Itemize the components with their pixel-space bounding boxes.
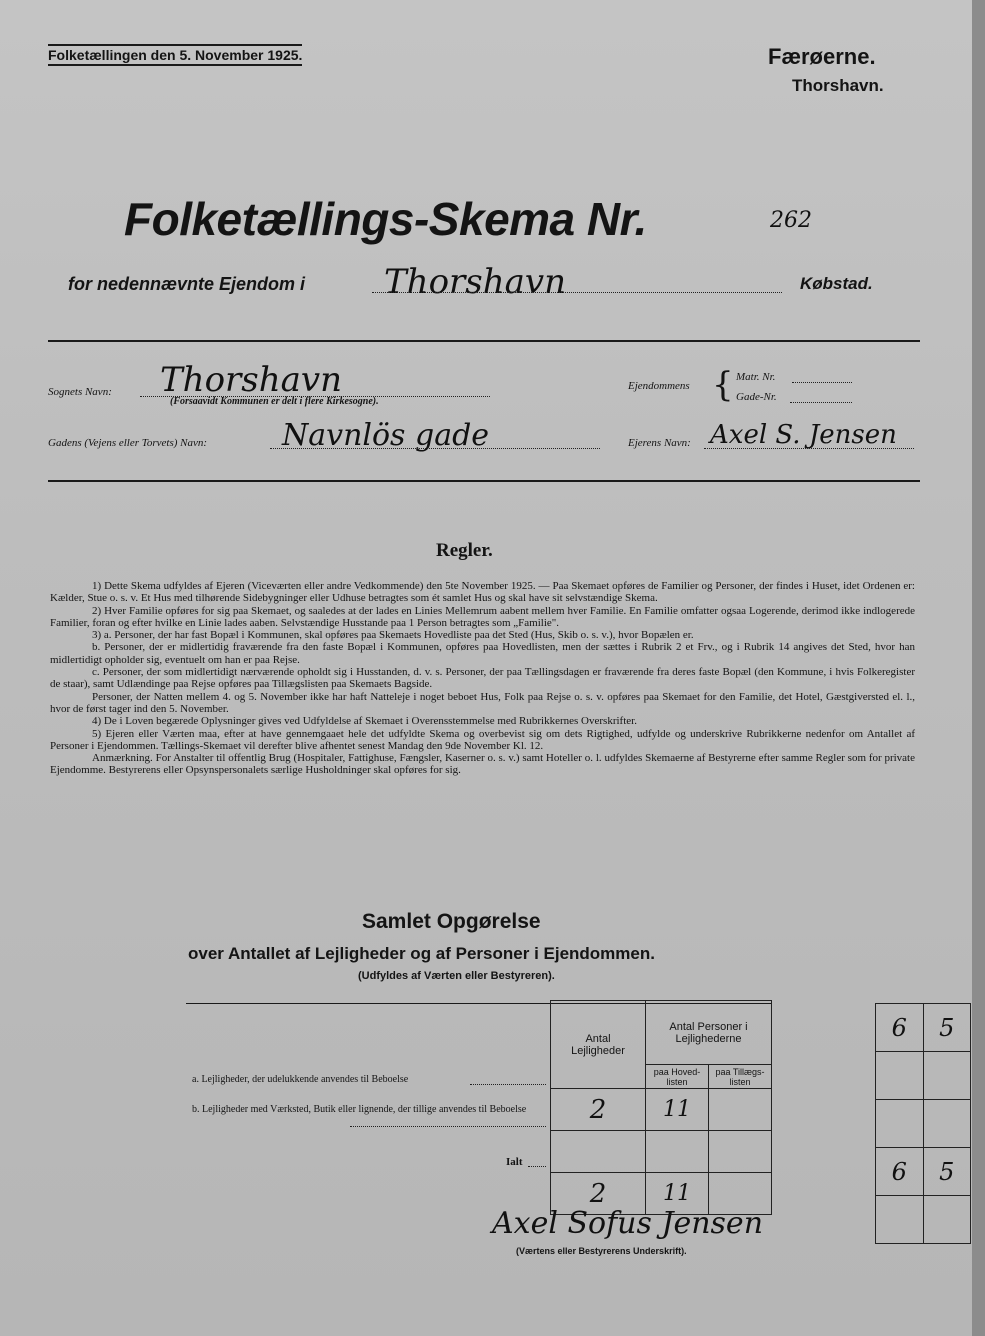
middle-rule	[48, 480, 920, 482]
side-tally-grid	[875, 1003, 971, 1244]
gade-nr-label: Gade-Nr.	[736, 391, 777, 403]
col-hoved-header: paa Hoved-listen	[653, 1066, 701, 1087]
town-label: Thorshavn.	[792, 76, 884, 95]
side-a-1: 6	[891, 1013, 907, 1042]
ejer-value: Axel S. Jensen	[710, 420, 897, 450]
regel-3b: b. Personer, der er midlertidig fraværende fra den faste Bopæl i Kommunen, opføres paa Hovedlisten, men der sættes i Rubrik 2 et Frv., og i Rubrik 14 angives det Sted, hvor han midlertidigt opholder sig, eventuelt om han er paa Rejse.	[50, 641, 915, 666]
gade-nr-dotline	[790, 402, 852, 403]
regler-text	[50, 580, 915, 777]
side-t-1: 6	[891, 1157, 907, 1186]
summary-subheading: over Antallet af Lejligheder og af Personer i Ejendommen.	[188, 944, 655, 963]
summary-heading: Samlet Opgørelse	[362, 910, 541, 933]
matr-dotline	[792, 382, 852, 383]
row-b-dotline	[350, 1126, 546, 1127]
row-total-label: Ialt	[506, 1156, 523, 1168]
regel-2: 2) Hver Familie opføres for sig paa Skemaet, og saaledes at der lades en Linies Mellemrum aabent mellem hver Familie. En Familie omfatter ogsaa Logerende, derimod ikke indlogerede Familier, foran og efter hvilke en Linie lades aaben. Selvstændige Husstande paa 1 Person betragtes som „Familie".	[50, 604, 915, 629]
col-tillaeg-header: paa Tillægs-listen	[715, 1066, 765, 1087]
ejer-dotline	[704, 448, 914, 449]
row-b-label: b. Lejligheder med Værksted, Butik eller lignende, der tillige anvendes til Beboelse	[192, 1104, 527, 1115]
gade-value: Navnlös gade	[282, 418, 490, 453]
ejer-label: Ejerens Navn:	[628, 437, 691, 449]
signature-caption: (Værtens eller Bestyrerens Underskrift).	[516, 1246, 687, 1256]
regel-4: 4) De i Loven begærede Oplysninger gives ved Udfyldelse af Skemaet i Overensstemmelse med Rubrikkernes Overskrifter.	[92, 715, 637, 728]
regel-persons: Personer, der Natten mellem 4. og 5. November ikke har haft Natteleje i noget beboet Hus, Folk paa Rejse o. s. v. opføres paa Skemaet for den Familie, det Hotel, Gæstgiversted el. l., hvor de først tager ind den 5. November.	[50, 690, 915, 715]
matr-label: Matr. Nr.	[736, 371, 776, 383]
total-hovedliste: 11	[663, 1181, 691, 1206]
regler-heading: Regler.	[436, 540, 493, 561]
regel-3c: c. Personer, der som midlertidigt nærværende opholdt sig i Husstanden, d. v. s. Personer, der paa Tællingsdagen er fraværende fra deres faste Bopæl (den Kommune, i hvis Folkeregister de staar), samt Udlændinge paa Rejse opføres paa Tillægslisten paa Skemaets Bagside.	[50, 666, 915, 691]
ejendom-brace: {	[712, 365, 734, 405]
row-a-dotline	[470, 1084, 546, 1085]
row-total-dotline	[528, 1166, 546, 1167]
col-personer-header: Antal Personer i Lejlighederne	[669, 1020, 748, 1045]
side-t-2: 5	[939, 1157, 955, 1186]
for-property-label: for nedennævnte Ejendom i	[68, 274, 306, 294]
town-dotline	[372, 292, 782, 293]
row-a-label: a. Lejligheder, der udelukkende anvendes til Beboelse	[192, 1074, 409, 1085]
ejendom-label: Ejendommens	[628, 380, 690, 392]
anmaerkning: Anmærkning. For Anstalter til offentlig Brug (Hospitaler, Fattighuse, Fængsler, Kaserner o. s. v.) samt Hoteller o. l. udfyldes Skemaerne af Bestyrerne efter samme Regler som for private Ejendomme. Bestyrerens eller Opsynspersonalets særlige Husholdninger skal opføres for sig.	[50, 752, 915, 777]
row-a-lejligheder: 2	[589, 1094, 607, 1125]
kobstad-label: Købstad.	[800, 274, 873, 293]
top-rule	[48, 340, 920, 342]
regel-5: 5) Ejeren eller Værten maa, efter at have gennemgaaet hele det udfyldte Skema og overbevist sig om dets Rigtighed, udfylde og underskrive Rubrikkerne nedenfor om Antallet af Personer i Ejendommen. Tællings-Skemaet vil derefter blive afhentet senest Mandag den 9de November Kl. 12.	[50, 727, 915, 752]
regel-3a: 3) a. Personer, der har fast Bopæl i Kommunen, skal opføres paa Skemaets Hovedliste paa det Sted (Hus, Skib o. s. v.), hvor Bopælen er.	[92, 629, 694, 642]
signature: Axel Sofus Jensen	[492, 1206, 764, 1241]
form-number-handwritten: 262	[770, 208, 812, 233]
summary-note: (Udfyldes af Værten eller Bestyreren).	[358, 970, 555, 982]
census-date-line: Folketællingen den 5. November 1925.	[48, 44, 302, 66]
side-a-2: 5	[939, 1013, 955, 1042]
gade-label: Gadens (Vejens eller Torvets) Navn:	[48, 437, 208, 449]
form-title: Folketællings-Skema Nr.	[124, 193, 647, 245]
page-edge	[972, 0, 985, 1336]
sogn-value: Thorshavn	[160, 360, 343, 400]
regel-1: 1) Dette Skema udfyldes af Ejeren (Viceværten eller andre Vedkommende) den 5te November 1925. — Paa Skemaet opføres de Familier og Personer, der findes i Huset, idet Ordenen er: Kælder, Stue o. s. v. Et Hus med tilhørende Sidebygninger eller Udhuse betragtes som ét samlet Hus og skal have sit selvstændige Skema.	[50, 580, 915, 605]
row-a-hovedliste: 11	[663, 1097, 691, 1122]
town-handwritten: Thorshavn	[384, 262, 567, 302]
gade-dotline	[270, 448, 600, 449]
summary-table	[550, 1000, 772, 1215]
col-lejligheder-header: Antal Lejligheder	[571, 1032, 625, 1057]
total-lejligheder: 2	[589, 1178, 607, 1209]
sogn-label: Sognets Navn:	[48, 386, 112, 398]
region-label: Færøerne.	[768, 44, 876, 69]
sogn-note: (Forsaavidt Kommunen er delt i flere Kirkesogne).	[170, 396, 379, 407]
